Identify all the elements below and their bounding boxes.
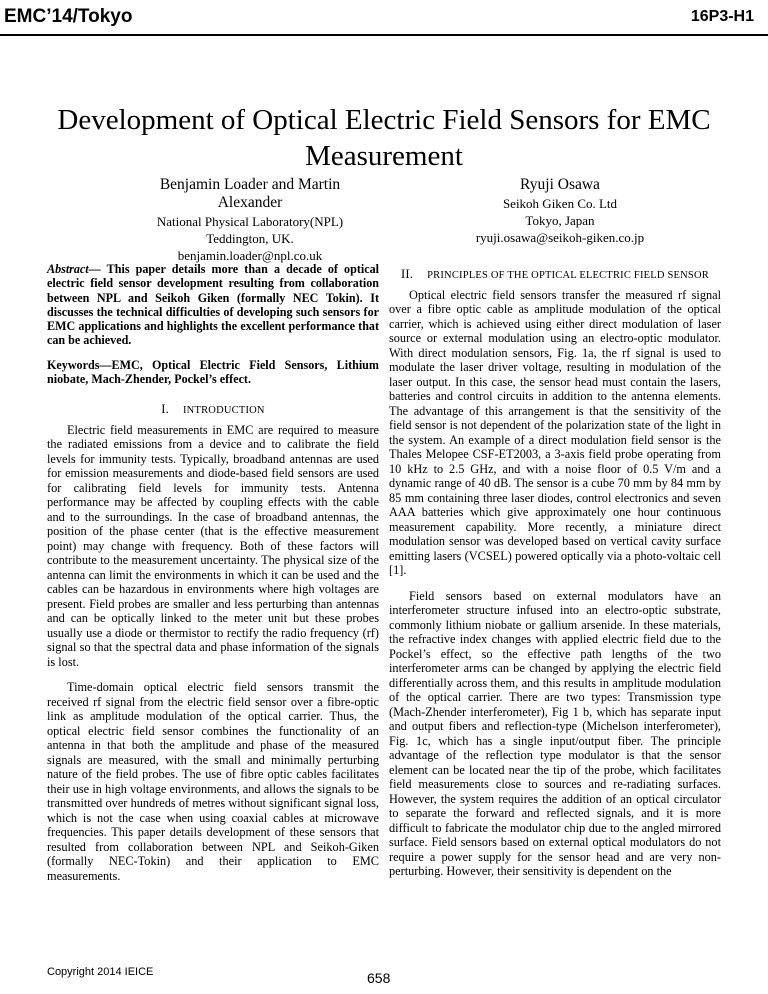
conference-label: EMC’14/Tokyo [4, 6, 133, 27]
author-email: benjamin.loader@npl.co.uk [177, 248, 323, 263]
author-block-1 [130, 176, 370, 264]
abstract-label: Abstract [47, 262, 89, 276]
author-org: National Physical Laboratory(NPL) [156, 214, 344, 229]
section-heading-introduction [47, 402, 379, 419]
section-number: I. [161, 402, 169, 417]
copyright-notice: Copyright 2014 IEICE [47, 966, 154, 978]
left-column [47, 262, 379, 883]
author-org: Seikoh Giken Co. Ltd [502, 196, 618, 211]
author-email: ryuji.osawa@seikoh-giken.co.jp [475, 230, 645, 245]
author-block-2 [430, 176, 690, 246]
intro-paragraph-2: Time-domain optical electric field sensors transmit the received rf signal from the electric field sensor over a fibre-optic link as amplitude modulation of the optical carrier. Thus, the optical electric field sensor combines the functionality of an antenna in that both the amplitude and phase of the measured signals are measured, with the small and minimally perturbing nature of the field probes. The use of fibre optic cables facilitates their use in high voltage environments, and allows the signals to be transmitted over hundreds of metres without significant signal loss, which is not the case when using coaxial cables at microwave frequencies. This paper details development of these sensors that resulted from collaboration between NPL and Seikoh-Giken (formally NEC-Tokin) and their application to EMC measurements. [47, 680, 379, 883]
keywords: Keywords—EMC, Optical Electric Field Sensors, Lithium niobate, Mach-Zhender, Pockel’s effect. [47, 357, 379, 387]
paper-id: 16P3-H1 [690, 8, 754, 25]
page-number: 658 [367, 970, 391, 986]
intro-paragraph-1: Electric field measurements in EMC are required to measure the radiated emissions from a device and to calibrate the field levels for immunity tests. Typically, broadband antennas are used for emission measurements and diode-based field sensors are used for calibrating field levels for immunity tests. Antenna performance may be affected by coupling effects with the cable and to the surroundings. In the case of broadband antennas, the position of the phase center (that is the effective measurement point) may change with frequency. Both of these factors will contribute to the measurement uncertainty. The physical size of the antenna can limit the environments in which it can be used and the cables can be hazardous in environments where high voltages are present. Field probes are smaller and less perturbing than antennas and can be optically linked to the meter unit but these probes usually use a diode or thermistor to rectify the radio frequency (rf) signal so that the spectral data and phase information of the signals is lost. [47, 422, 379, 669]
abstract-text: — This paper details more than a decade of optical electric field sensor development resulting from collaboration between NPL and Seikoh Giken (formally NEC Tokin). It discusses the technical difficulties of developing such sensors for EMC applications and highlights the excellent performance that can be achieved. [47, 262, 379, 348]
abstract [47, 262, 379, 348]
author-name: Benjamin Loader and Martin Alexander [159, 176, 341, 211]
author-location: Tokyo, Japan [525, 213, 595, 228]
author-location: Teddington, UK. [206, 231, 294, 246]
section-title: INTRODUCTION [182, 405, 265, 417]
section-heading-principles [389, 267, 721, 284]
header-rule [0, 34, 768, 36]
section-title: PRINCIPLES OF THE OPTICAL ELECTRIC FIELD SENSOR [427, 270, 709, 281]
principles-paragraph-2: Field sensors based on external modulators have an interferometer structure infused into an electro-optic substrate, commonly lithium niobate or gallium arsenide. In these materials, the refractive index changes with applied electric field due to the Pockel’s effect, so the effective path lengths of the two interferometer arms can be changed by applying the electric field differentially across them, and this results in amplitude modulation of the optical carrier. There are two types: Transmission type (Mach-Zhender interferometer), Fig 1 b, which has separate input and output fibers and reflection-type (Michelson interferometer), Fig. 1c, which has a single input/output fiber. The principle advantage of the reflection type modulator is that the sensor element can be located near the tip of the probe, which facilitates field measurements close to sources and re-radiating surfaces. However, the system requires the addition of an optical circulator to separate the forward and reflected signals, and it is more difficult to fabricate the modulator chip due to the angled mirrored surface. Field sensors based on external optical modulators do not require a power supply for the sensor head and are very non-perturbing. However, their sensitivity is dependent on the [389, 588, 721, 878]
principles-paragraph-1: Optical electric field sensors transfer the measured rf signal over a fibre optic cable as amplitude modulation of the optical carrier, which is achieved using either direct modulation of laser source or external modulation using an electro-optic modulator. With direct modulation sensors, Fig. 1a, the rf signal is used to modulate the laser driver voltage, resulting in modulation of the laser output. In this case, the sensor head must contain the lasers, batteries and control circuits in addition to the antenna elements. The advantage of this arrangement is that the sensitivity of the field sensor is not dependent of the polarization state of the light in the system. An example of a direct modulation field sensor is the Thales Melopee CSF-ET2003, a 3-axis field probe operating from 10 kHz to 2.5 GHz, and with a noise floor of 0.5 V/m and a dynamic range of 40 dB. The sensor is a cube 70 mm by 84 mm by 85 mm containing three laser diodes, control electronics and seven AAA batteries which give approximately one hour continuous measurement capability. More recently, a miniature direct modulation sensor was developed based on vertical cavity surface emitting lasers (VCSEL) powered optically via a photo-voltaic cell [1]. [389, 287, 721, 577]
section-number: II. [401, 267, 414, 281]
right-column [389, 262, 721, 879]
author-name: Ryuji Osawa [520, 176, 600, 193]
paper-title: Development of Optical Electric Field Sensors for EMC Measurement [57, 104, 711, 173]
